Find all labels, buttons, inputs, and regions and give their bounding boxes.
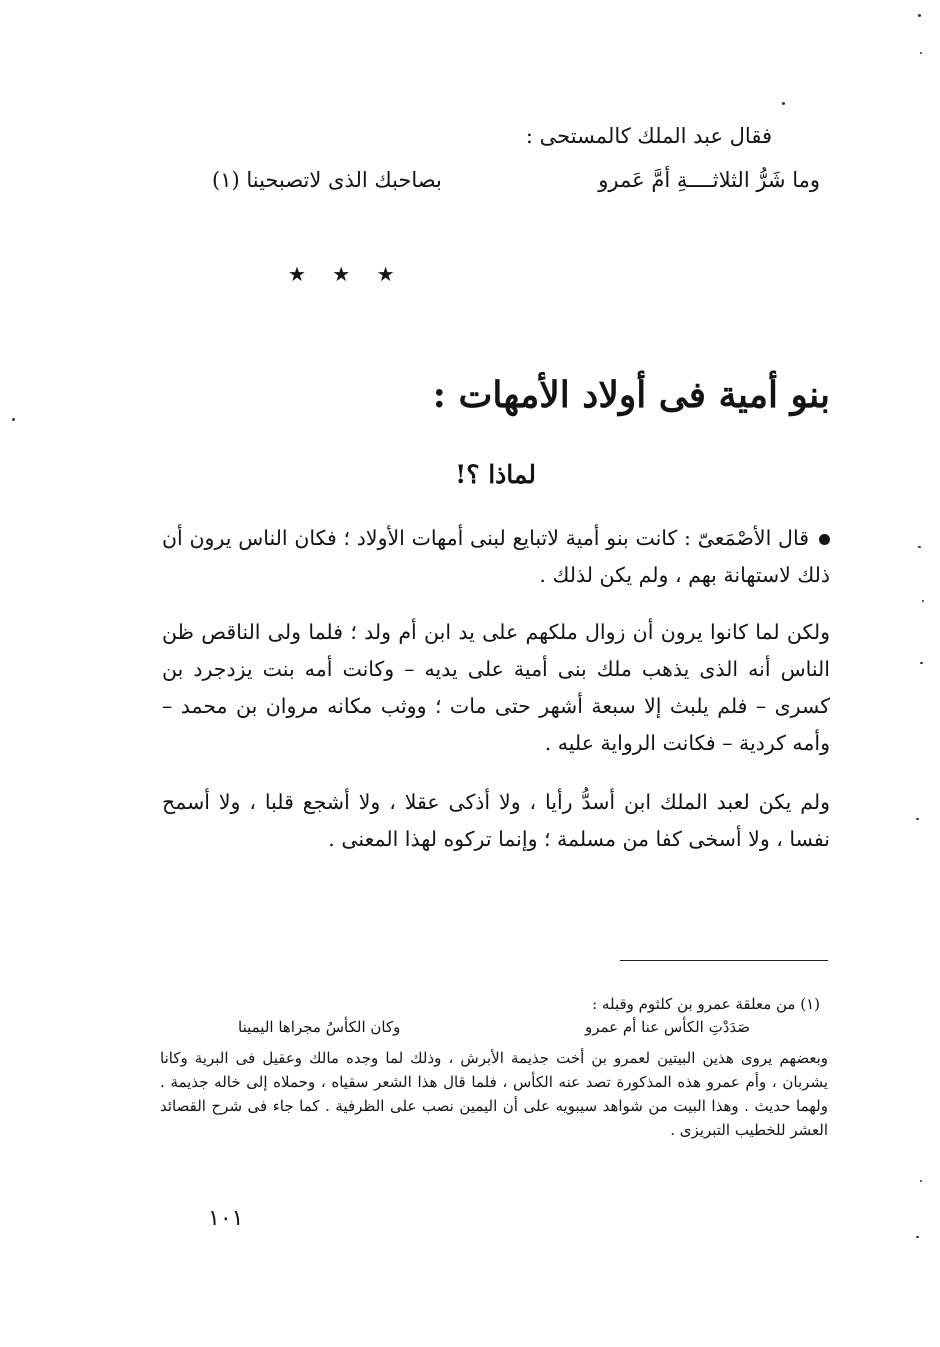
paragraph-2-text: ولكن لما كانوا يرون أن زوال ملكهم على يد ابن أم ولد ؛ فلما ولى الناقص ظن الناس أنه الذى يذهب ملك بنى أمية على يديه – وكانت أمه بنت يزدجرد بن كسرى – فلم يلبث إلا سبعة أشهر حتى مات ؛ ووثب مكانه مروان بن محمد – وأمه كردية – فكانت الرواية عليه . — [162, 620, 830, 755]
intro-line: فقال عبد الملك كالمستحى : — [525, 124, 772, 148]
footnote-line-1: (١) من معلقة عمرو بن كلثوم وقبله : — [592, 995, 820, 1013]
bullet-icon — [819, 534, 830, 545]
paragraph-2 — [162, 614, 830, 762]
paragraph-3-text: ولم يكن لعبد الملك ابن أسدُّ رأيا ، ولا أذكى عقلا ، ولا أشجع قلبا ، ولا أسمح نفسا ، ولا أسخى كفا من مسلمة ؛ وإنما تركوه لهذا المعنى . — [162, 790, 830, 851]
footnote-verse-second: وكان الكأسُ مجراها اليمينا — [238, 1018, 401, 1036]
verse-first-hemistich: وما شَرُّ الثلاثــــةِ أمَّ عَمرو — [598, 168, 820, 192]
footnote-divider — [620, 960, 828, 961]
footnote-body: وبعضهم يروى هذين البيتين لعمرو بن أخت جذيمة الأبرش ، وذلك لما وجده مالك وعقيل فى البرية وكانا يشربان ، وأم عمرو هذه المذكورة تصد عنه الكأس ، فلما قال هذا الشعر سقياه ، وحملاه إلى خاله جذيمة . ولهما حديث . وهذا البيت من شواهد سيبويه على أن اليمين نصب على الظرفية . كما جاء فى شرح القصائد العشر للخطيب التبريزى . — [160, 1049, 829, 1139]
paragraph-1-text: قال الأصْمَعىّ : كانت بنو أمية لاتبايع لبنى أمهات الأولاد ؛ فكان الناس يرون أن ذلك لاستهانة بهم ، ولم يكن لذلك . — [162, 526, 830, 587]
verse-second-hemistich: بصاحبك الذى لاتصبحينا (١) — [212, 168, 442, 192]
scan-speck — [12, 418, 15, 421]
page-number: ١٠١ — [208, 1206, 244, 1231]
section-heading: بنو أمية فى أولاد الأمهات : — [432, 374, 830, 416]
scan-speck — [782, 102, 785, 105]
scan-speck — [918, 546, 921, 548]
scan-speck — [916, 1236, 919, 1238]
scan-speck — [922, 600, 924, 602]
scan-speck — [920, 1180, 922, 1182]
scan-speck — [918, 14, 921, 17]
footnote-verse-first: صَدَدْتِ الكأس عنا أم عمرو — [584, 1018, 750, 1036]
scan-speck — [916, 818, 919, 820]
scan-speck — [920, 662, 923, 664]
section-subheading: لماذا ؟! — [455, 460, 536, 489]
scan-speck — [920, 52, 922, 54]
section-separator: ★ ★ ★ — [288, 262, 405, 286]
paragraph-1 — [162, 520, 830, 594]
paragraph-3 — [162, 784, 830, 858]
